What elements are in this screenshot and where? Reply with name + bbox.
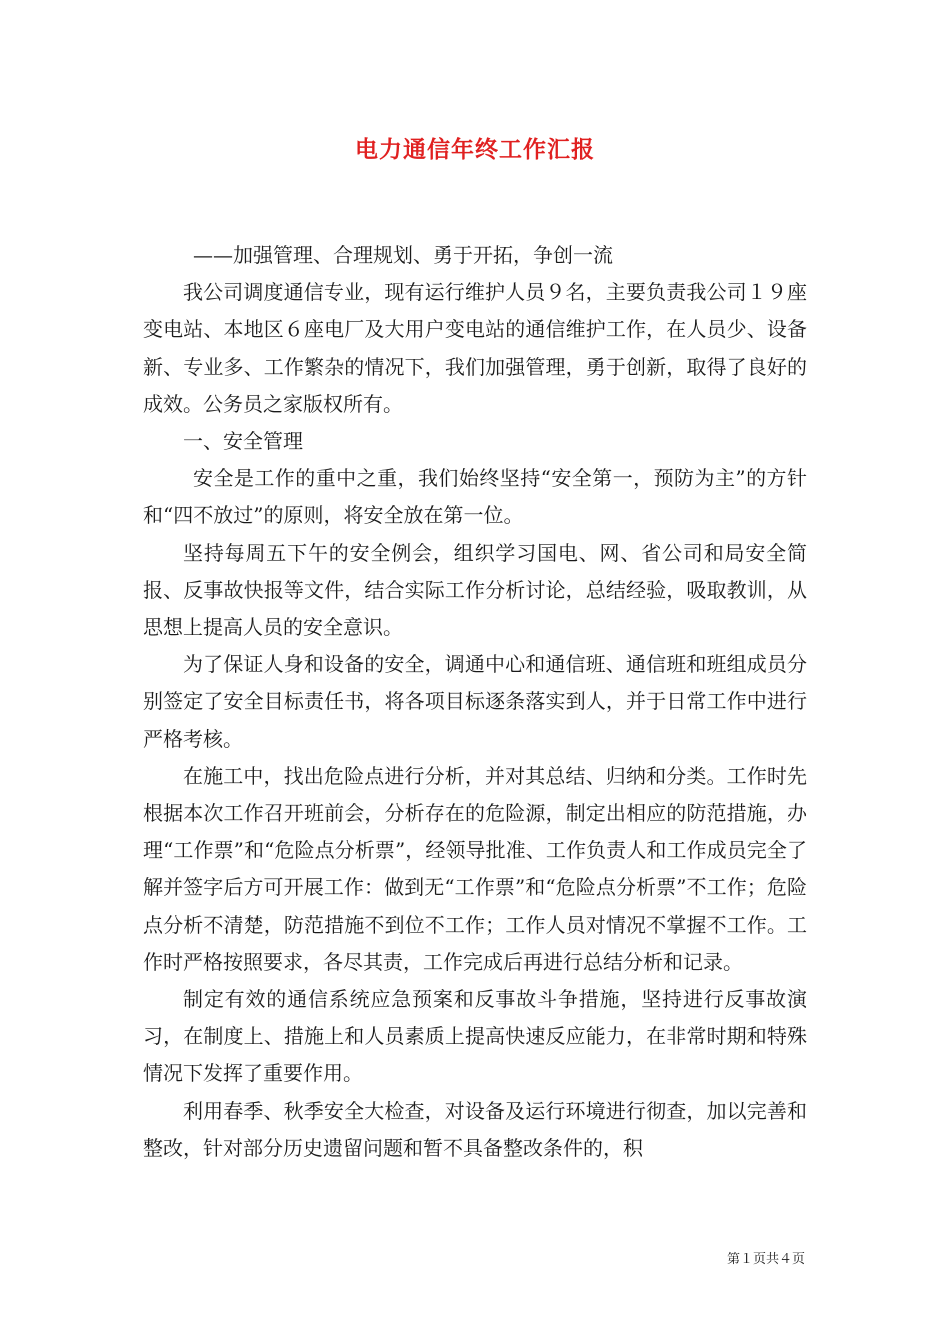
page-number: 第１页共４页 [726, 1252, 805, 1267]
body-paragraph: 坚持每周五下午的安全例会，组织学习国电、网、省公司和局安全简报、反事故快报等文件，结合实际工作分析讨论，总结经验，吸取教训，从思想上提高人员的安全意识。 [143, 540, 807, 640]
body-paragraph: 安全是工作的重中之重，我们始终坚持“安全第一，预防为主”的方针和“四不放过”的原则，将安全放在第一位。 [143, 466, 807, 528]
body-paragraph: 制定有效的通信系统应急预案和反事故斗争措施，坚持进行反事故演习，在制度上、措施上和人员素质上提高快速反应能力，在非常时期和特殊情况下发挥了重要作用。 [143, 987, 807, 1086]
document-body [143, 237, 807, 1167]
body-paragraph: 我公司调度通信专业，现有运行维护人员９名，主要负责我公司１９座变电站、本地区６座电厂及大用户变电站的通信维护工作，在人员少、设备新、专业多、工作繁杂的情况下，我们加强管理，勇于创新，取得了良好的成效。公务员之家版权所有。 [143, 280, 807, 416]
body-paragraph: 为了保证人身和设备的安全，调通中心和通信班、通信班和班组成员分别签定了安全目标责任书，将各项目标逐条落实到人，并于日常工作中进行严格考核。 [143, 652, 807, 751]
section-heading: 一、安全管理 [183, 429, 303, 454]
subtitle-paragraph: ——加强管理、合理规划、勇于开拓，争创一流 [193, 243, 613, 267]
body-paragraph: 利用春季、秋季安全大检查，对设备及运行环境进行彻查，加以完善和整改，针对部分历史遗留问题和暂不具备整改条件的，积 [143, 1098, 807, 1160]
body-paragraph: 在施工中，找出危险点进行分析，并对其总结、归纳和分类。工作时先根据本次工作召开班前会，分析存在的危险源，制定出相应的防范措施，办理“工作票”和“危险点分析票”，经领导批准、工作负责人和工作成员完全了解并签字后方可开展工作：做到无“工作票”和“危险点分析票”不工作；危险点分析不清楚，防范措施不到位不工作；工作人员对情况不掌握不工作。工作时严格按照要求，各尽其责，工作完成后再进行总结分析和记录。 [143, 763, 807, 974]
document-title: 电力通信年终工作汇报 [355, 136, 595, 163]
